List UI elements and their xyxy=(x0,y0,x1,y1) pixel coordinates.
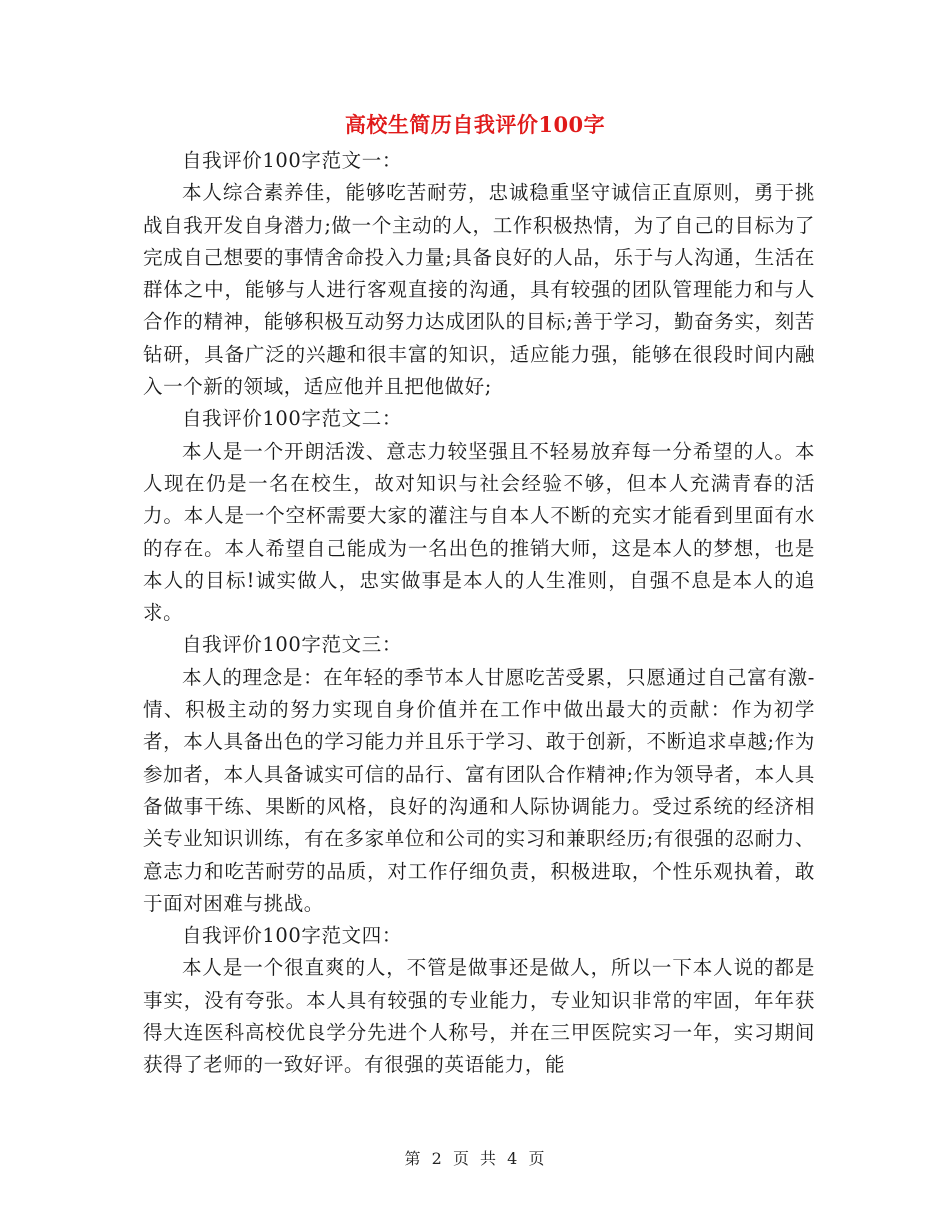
paragraph-sample-2: 本人是一个开朗活泼、意志力较坚强且不轻易放弃每一分希望的人。本人现在仍是一名在校生，故对知识与社会经验不够，但本人充满青春的活力。本人是一个空杯需要大家的灌注与自本人不断的充实才能看到里面有水的存在。本人希望自己能成为一名出色的推销大师，这是本人的梦想，也是本人的目标!诚实做人，忠实做事是本人的人生准则，自强不息是本人的追求。 xyxy=(143,439,815,625)
footer-label-ye: 页 xyxy=(452,1149,470,1168)
heading-sample-4: 自我评价100字范文四： xyxy=(182,924,402,948)
footer-label-di: 第 xyxy=(404,1149,422,1168)
page-footer xyxy=(0,1148,950,1170)
heading-sample-3: 自我评价100字范文三： xyxy=(182,633,402,657)
document-title: 高校生简历自我评价100字 xyxy=(344,112,606,137)
heading-sample-1: 自我评价100字范文一： xyxy=(182,149,402,172)
footer-current-page: 2 xyxy=(431,1149,443,1168)
heading-sample-2: 自我评价100字范文二： xyxy=(182,407,402,431)
footer-label-gong: 共 xyxy=(480,1149,498,1168)
paragraph-sample-1: 本人综合素养佳，能够吃苦耐劳，忠诚稳重坚守诚信正直原则，勇于挑战自我开发自身潜力;做一个主动的人，工作积极热情，为了自己的目标为了完成自己想要的事情舍命投入力量;具备良好的人品，乐于与人沟通，生活在群体之中，能够与人进行客观直接的沟通，具有较强的团队管理能力和与人合作的精神，能够积极互动努力达成团队的目标;善于学习，勤奋务实，刻苦钻研，具备广泛的兴趣和很丰富的知识，适应能力强，能够在很段时间内融入一个新的领域，适应他并且把他做好; xyxy=(143,181,815,399)
paragraph-sample-3: 本人的理念是：在年轻的季节本人甘愿吃苦受累，只愿通过自己富有激-情、积极主动的努力实现自身价值并在工作中做出最大的贡献：作为初学者，本人具备出色的学习能力并且乐于学习、敢于创新，不断追求卓越;作为参加者，本人具备诚实可信的品行、富有团队合作精神;作为领导者，本人具备做事干练、果断的风格，良好的沟通和人际协调能力。受过系统的经济相关专业知识训练，有在多家单位和公司的实习和兼职经历;有很强的忍耐力、意志力和吃苦耐劳的品质，对工作仔细负责，积极进取，个性乐观执着，敢于面对困难与挑战。 xyxy=(143,665,815,915)
paragraph-sample-4: 本人是一个很直爽的人，不管是做事还是做人，所以一下本人说的都是事实，没有夸张。本人具有较强的专业能力，专业知识非常的牢固，年年获得大连医科高校优良学分先进个人称号，并在三甲医院实习一年，实习期间获得了老师的一致好评。有很强的英语能力，能 xyxy=(143,956,815,1077)
footer-label-ye-2: 页 xyxy=(528,1149,546,1168)
footer-total-pages: 4 xyxy=(507,1149,519,1168)
document-body xyxy=(143,145,815,1082)
